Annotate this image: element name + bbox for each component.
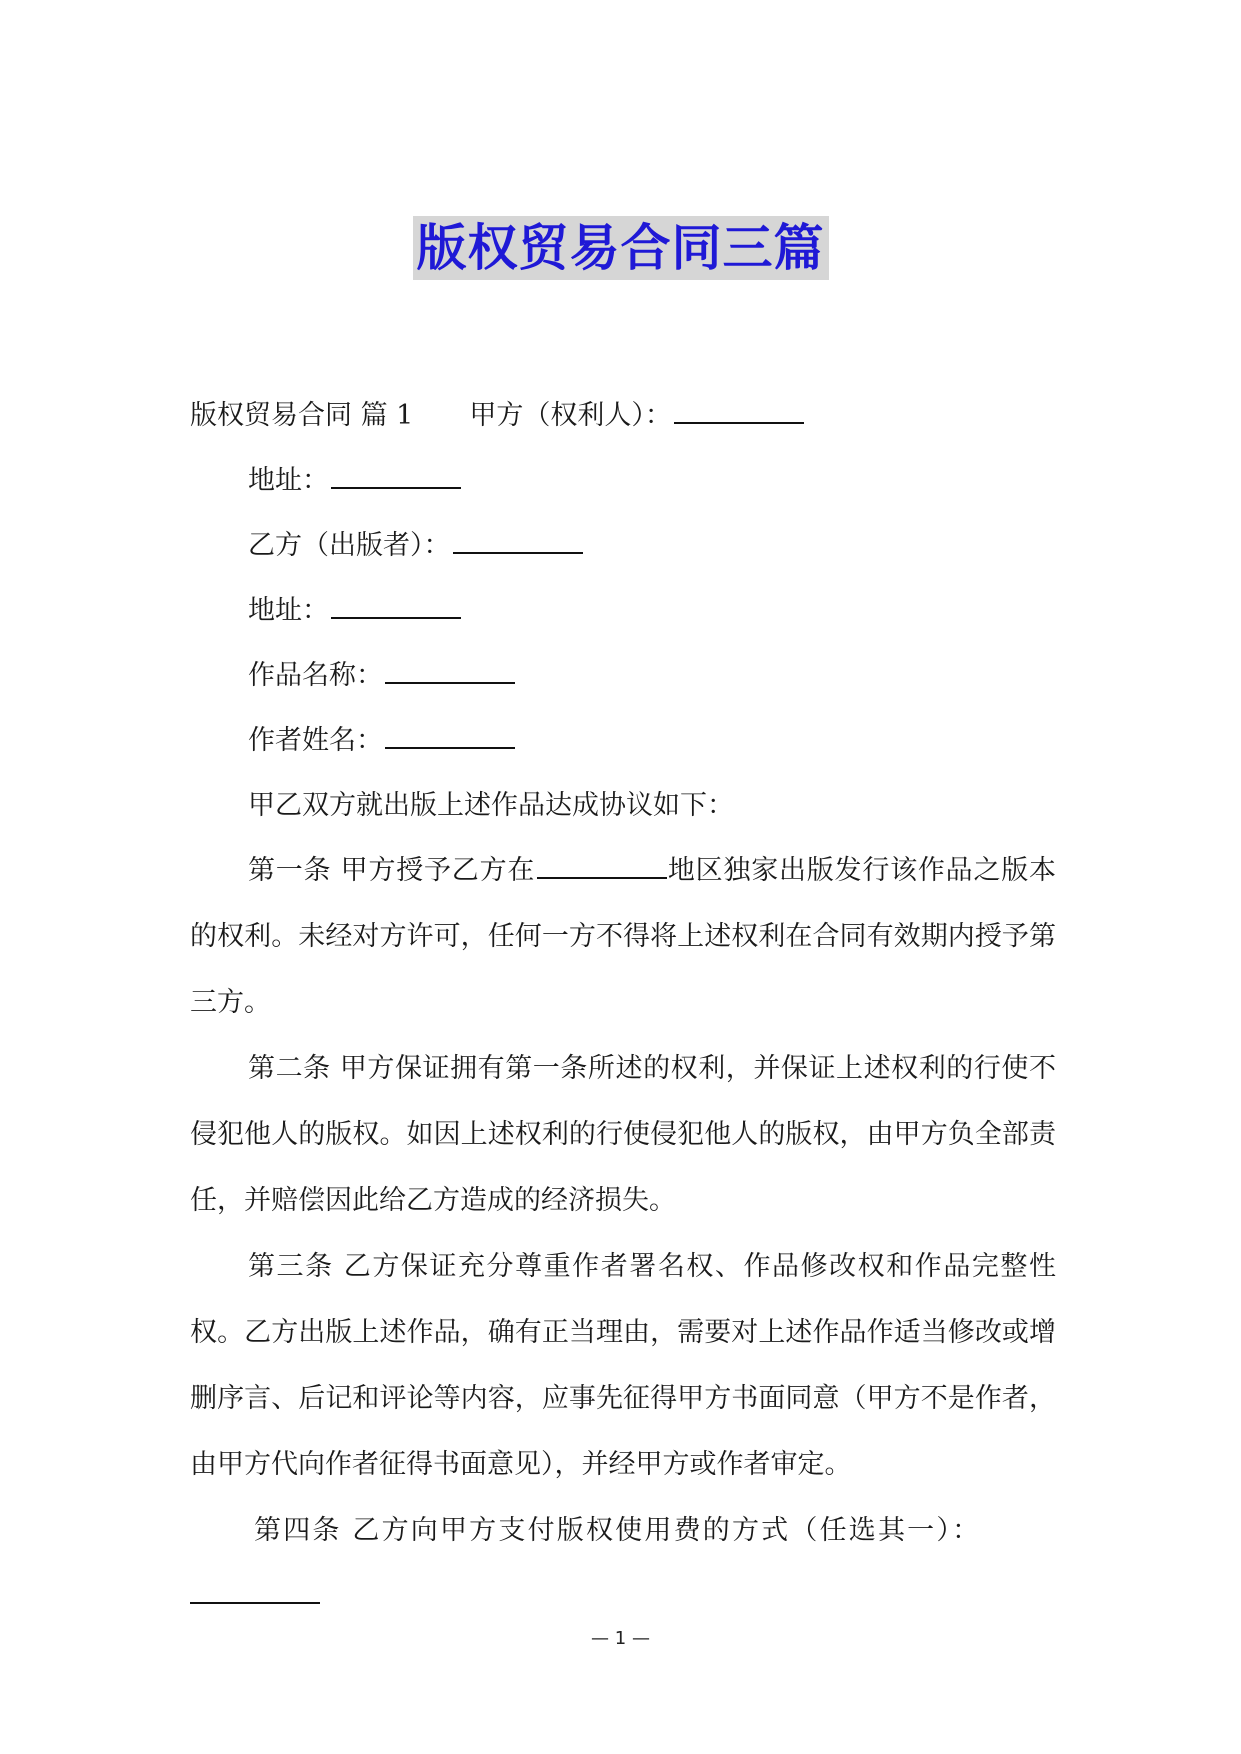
article-4-text: 第四条 乙方向甲方支付版权使用费的方式（任选其一）： — [254, 1515, 982, 1546]
section-heading: 版权贸易合同 篇 1 — [190, 400, 414, 431]
article-1-region-blank — [537, 845, 667, 879]
party-b-blank — [453, 520, 583, 554]
work-title-label: 作品名称： — [248, 660, 383, 691]
work-title-blank — [385, 650, 515, 684]
intro-text: 甲乙双方就出版上述作品达成协议如下： — [248, 790, 734, 821]
article-1-start: 第一条 甲方授予乙方在 — [248, 855, 536, 886]
article-1 — [190, 838, 1056, 1036]
author-name-line — [190, 708, 1056, 773]
party-b-address-label: 地址： — [248, 595, 329, 626]
title-container — [0, 216, 1241, 280]
party-b-line — [190, 513, 1056, 578]
work-title-line — [190, 643, 1056, 708]
section-heading-line — [190, 383, 1056, 448]
article-4-blank — [190, 1570, 320, 1604]
party-b-address-line — [190, 578, 1056, 643]
article-3: 第三条 乙方保证充分尊重作者署名权、作品修改权和作品完整性权。乙方出版上述作品，确有正当理由，需要对上述作品作适当修改或增删序言、后记和评论等内容，应事先征得甲方书面同意（甲方不是作者，由甲方代向作者征得书面意见），并经甲方或作者审定。 — [190, 1251, 1056, 1480]
party-a-address-line — [190, 448, 1056, 513]
document-body — [190, 383, 1056, 1628]
party-a-address-blank — [331, 455, 461, 489]
article-4 — [190, 1498, 1056, 1563]
page-number: — 1 — — [591, 1628, 650, 1649]
party-a-label: 甲方（权利人）： — [469, 400, 672, 431]
author-name-blank — [385, 715, 515, 749]
party-a-address-label: 地址： — [248, 465, 329, 496]
article-4-blank-line — [190, 1563, 1056, 1628]
party-b-address-blank — [331, 585, 461, 619]
party-b-label: 乙方（出版者）： — [248, 530, 451, 561]
intro-line — [190, 773, 1056, 838]
article-2: 第二条 甲方保证拥有第一条所述的权利，并保证上述权利的行使不侵犯他人的版权。如因上述权利的行使侵犯他人的版权，由甲方负全部责任，并赔偿因此给乙方造成的经济损失。 — [190, 1053, 1056, 1216]
party-a-blank — [674, 390, 804, 424]
document-title: 版权贸易合同三篇 — [413, 216, 829, 280]
author-name-label: 作者姓名： — [248, 725, 383, 756]
article-1-end: 地区独家出版发行该作品之版本的权利。未经对方许可，任何一方不得将上述权利在合同有效期内授予第三方。 — [190, 855, 1056, 1018]
